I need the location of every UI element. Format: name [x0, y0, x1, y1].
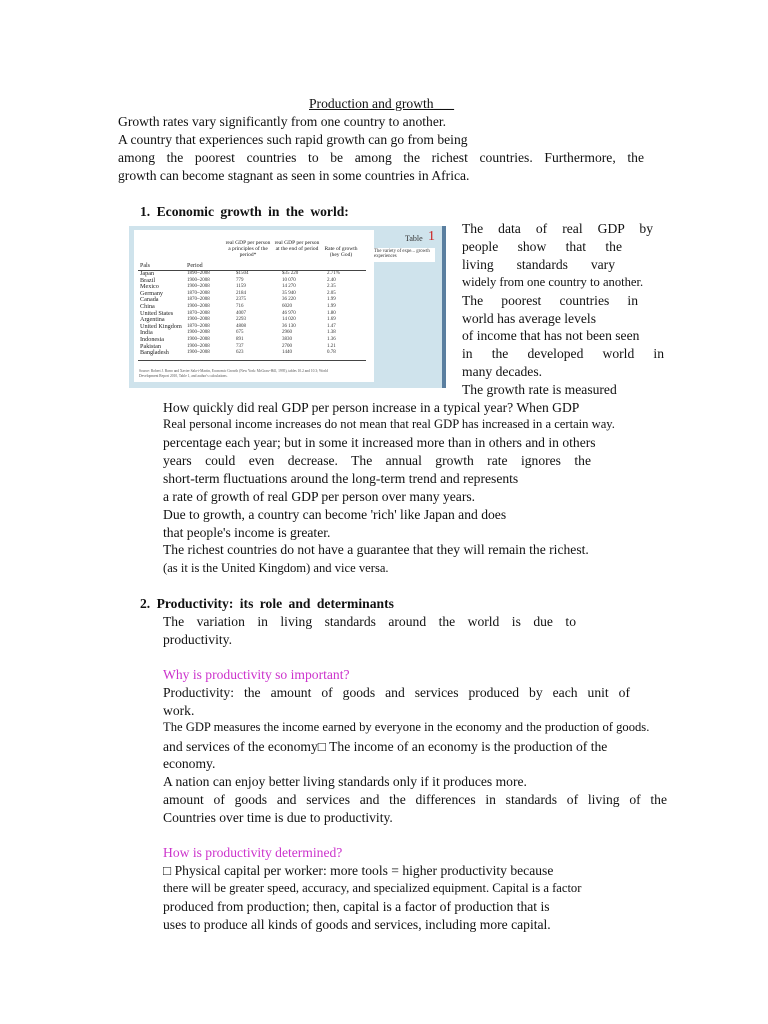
section2-body-line: uses to produce all kinds of goods and services, including more capital. [163, 917, 551, 932]
table-cell-end: 14 270 [282, 284, 296, 290]
table-cell-country: India [140, 329, 153, 337]
table-cell-period: 1900~2008 [187, 350, 210, 356]
table-cell-period: 1900~2008 [187, 284, 210, 290]
table-cell-start: 779 [236, 277, 244, 283]
section1-body-line: years could even decrease. The annual growth rate ignores the [163, 453, 591, 468]
table-cell-start: 4808 [236, 323, 246, 329]
table-cell-period: 1900~2008 [187, 277, 210, 283]
section2-body-line: work. [163, 703, 195, 718]
table-header-end: real GDP per person at the end of period [274, 240, 320, 252]
table-cell-period: 1900~2008 [187, 337, 210, 342]
table-cell-period: 1870~2008 [187, 297, 210, 303]
gdp-table-image [129, 226, 446, 388]
section1-right-line: living standards vary [462, 257, 615, 272]
table-cell-rate: 2.35 [327, 284, 336, 290]
table-label: Table [405, 234, 423, 243]
section2-body-line: economy. [163, 756, 216, 771]
section2-body-line: □ Physical capital per worker: more tools = higher productivity because [163, 863, 554, 878]
table-cell-period: 1870~2008 [187, 323, 210, 329]
table-cell-start: 716 [236, 304, 244, 309]
section2-body-line: there will be greater speed, accuracy, and specialized equipment. Capital is a factor [163, 881, 582, 895]
section2-body-line: The variation in living standards around the world is due to [163, 614, 576, 629]
table-cell-end: 6020 [282, 304, 292, 309]
table-cell-start: 623 [236, 350, 244, 356]
intro-line: Growth rates vary significantly from one country to another. [118, 114, 447, 129]
section1-body-line: percentage each year; but in some it increased more than in others and in others [163, 435, 596, 450]
table-cell-country: Mexico [140, 283, 159, 291]
table-cell-period: 1900~2008 [187, 304, 210, 309]
section1-body-line: The richest countries do not have a guarantee that they will remain the richest. [163, 542, 589, 557]
table-cell-end: 1440 [282, 350, 292, 356]
table-cell-country: Indonesia [140, 336, 165, 343]
table-source: Development Report 2010, Table 1, and author's calculations. [139, 374, 228, 378]
question-determined: How is productivity determined? [163, 845, 343, 860]
table-cell-end: 36 220 [282, 297, 296, 303]
table-col-period: Period [187, 263, 203, 269]
section1-body-line: Real personal income increases do not mean that real GDP has increased in a certain way. [163, 417, 615, 431]
table-col-country: Pals [140, 263, 151, 269]
section2-body-line: A nation can enjoy better living standards only if it produces more. [163, 774, 527, 789]
table-cell-country: Germany [140, 289, 164, 297]
table-cell-country: Pakistan [140, 342, 161, 350]
section2-body-line: and services of the economy□ The income of an economy is the production of the [163, 739, 608, 754]
section1-body-line: that people's income is greater. [163, 525, 331, 540]
table-cell-start: 891 [236, 337, 244, 342]
table-cell-country: Bangladesh [140, 349, 169, 357]
section1-right-line: widely from one country to another. [462, 275, 644, 289]
table-cell-period: 1900~2008 [187, 317, 210, 323]
table-cell-end: 46 970 [282, 310, 296, 316]
section2-heading: 2. Productivity: its role and determinants [140, 596, 394, 611]
section2-body-line: productivity. [163, 632, 232, 647]
section1-right-line: in the developed world in [462, 346, 664, 361]
table-cell-end: 35 940 [282, 290, 296, 296]
table-cell-end: $35 220 [282, 271, 299, 276]
table-cell-country: Brazil [140, 276, 156, 284]
section1-body-line: Due to growth, a country can become 'rich' like Japan and does [163, 507, 507, 522]
section1-body-line: short-term fluctuations around the long-term trend and represents [163, 471, 519, 486]
table-caption: The variety of expe... growth experiences [373, 248, 435, 262]
intro-line: among the poorest countries to be among the richest countries. Furthermore, the [118, 150, 644, 165]
section1-right-line: The data of real GDP by [462, 221, 653, 236]
table-cell-rate: 2.71% [327, 271, 340, 276]
table-cell-end: 36 130 [282, 323, 296, 329]
section1-right-line: many decades. [462, 364, 543, 379]
table-cell-country: United Kingdom [140, 322, 182, 330]
table-header-rate: Rate of growth (hey God) [324, 246, 358, 258]
section1-body-line: a rate of growth of real GDP per person over many years. [163, 489, 476, 504]
table-cell-start: 675 [236, 330, 244, 336]
table-number: 1 [428, 229, 435, 244]
table-source: Source: Robert J. Barro and Xavier Sala-i-Martin, Economic Growth (New York: McGraw-Hill, 1995), tables 10.2 and 10.3; World [139, 369, 328, 373]
section1-right-line: The growth rate is measured [462, 382, 617, 397]
table-cell-period: 1900~2008 [187, 330, 210, 336]
table-cell-rate: 1.69 [327, 317, 336, 323]
intro-line: A country that experiences such rapid growth can go from being [118, 132, 468, 147]
table-cell-rate: 2.40 [327, 277, 336, 283]
table-cell-start: $1504 [236, 271, 249, 276]
section1-right-line: The poorest countries in [462, 293, 638, 308]
section2-body-line: amount of goods and services and the differences in standards of living of the [163, 792, 667, 807]
section1-right-line: people show that the [462, 239, 622, 254]
intro-line: growth can become stagnant as seen in some countries in Africa. [118, 168, 470, 183]
table-cell-start: 4007 [236, 310, 246, 316]
table-cell-rate: 1.99 [327, 297, 336, 303]
section2-body-line: produced from production; then, capital is a factor of production that is [163, 899, 550, 914]
section1-heading: 1. Economic growth in the world: [140, 204, 349, 219]
table-cell-rate: 1.36 [327, 337, 336, 342]
question-importance: Why is productivity so important? [163, 667, 350, 682]
table-cell-period: 1900~2008 [187, 343, 210, 349]
table-cell-end: 14 020 [282, 317, 296, 323]
section1-body-line: (as it is the United Kingdom) and vice versa. [163, 561, 389, 575]
table-rule [138, 360, 366, 361]
table-cell-country: Canada [140, 296, 159, 304]
table-cell-country: United States [140, 309, 174, 317]
table-cell-end: 2960 [282, 330, 292, 336]
table-cell-country: China [140, 303, 155, 310]
table-cell-start: 2375 [236, 297, 246, 303]
table-cell-country: Argentina [140, 316, 165, 324]
table-cell-rate: 1.47 [327, 323, 336, 329]
doc-title: Production and growth___ [309, 96, 454, 111]
table-cell-start: 2184 [236, 290, 246, 296]
table-cell-rate: 1.80 [327, 310, 336, 316]
section1-right-line: world has average levels [462, 311, 596, 326]
table-cell-rate: 2.05 [327, 290, 336, 296]
section1-body-line: How quickly did real GDP per person increase in a typical year? When GDP [163, 400, 580, 415]
table-cell-period: 1890~2008 [187, 271, 210, 276]
table-cell-period: 1870~2008 [187, 290, 210, 296]
table-cell-rate: 0.78 [327, 350, 336, 356]
table-cell-rate: 1.21 [327, 343, 336, 349]
table-cell-rate: 1.38 [327, 330, 336, 336]
table-cell-country: Japan [140, 270, 155, 277]
section2-body-line: Productivity: the amount of goods and services produced by each unit of [163, 685, 630, 700]
table-cell-rate: 1.99 [327, 304, 336, 309]
table-header-start: real GDP per person a principles of the period* [225, 240, 271, 258]
table-cell-start: 737 [236, 343, 244, 349]
table-cell-end: 3830 [282, 337, 292, 342]
table-cell-start: 2293 [236, 317, 246, 323]
table-cell-end: 10 070 [282, 277, 296, 283]
section2-body-line: Countries over time is due to productivity. [163, 810, 393, 825]
table-cell-end: 2700 [282, 343, 292, 349]
table-cell-start: 1159 [236, 284, 246, 290]
section2-body-line: The GDP measures the income earned by everyone in the economy and the production of goods. [163, 720, 650, 734]
table-cell-period: 1870~2008 [187, 310, 210, 316]
section1-right-line: of income that has not been seen [462, 328, 640, 343]
